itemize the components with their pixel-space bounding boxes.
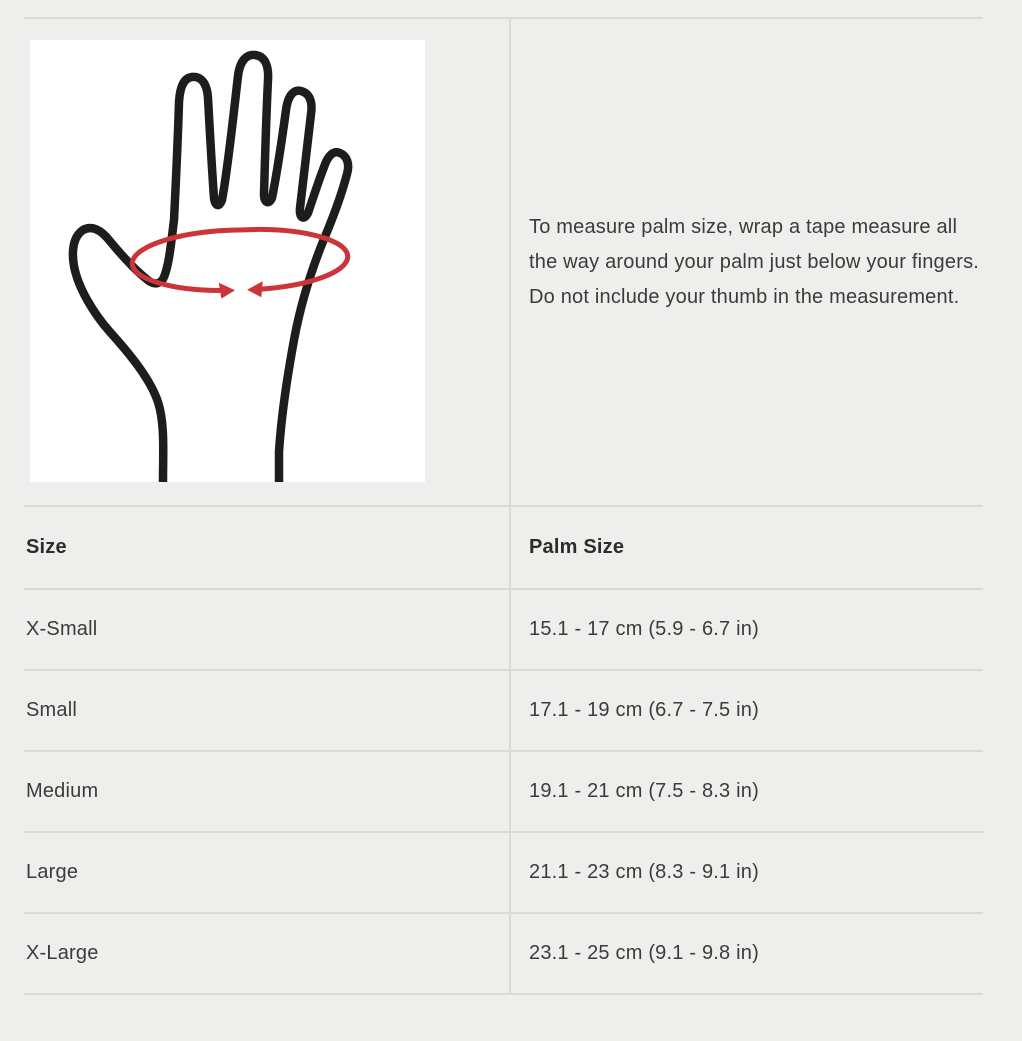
size-value: Large — [26, 861, 79, 883]
table-row-size-cell — [24, 833, 509, 914]
palm-size-header-label: Palm Size — [529, 536, 625, 558]
table-row-palm-cell — [509, 752, 983, 833]
size-value: X-Small — [26, 618, 98, 640]
table-row-palm-cell — [509, 833, 983, 914]
palm-size-column-header — [509, 507, 983, 590]
size-guide-panel — [24, 17, 983, 995]
table-row-size-cell — [24, 752, 509, 833]
palm-size-value: 15.1 - 17 cm (5.9 - 6.7 in) — [529, 618, 759, 640]
size-guide-grid — [24, 17, 983, 995]
palm-size-value: 17.1 - 19 cm (6.7 - 7.5 in) — [529, 699, 759, 721]
table-row-size-cell — [24, 590, 509, 671]
table-row-palm-cell — [509, 914, 983, 995]
hand-measure-illustration — [30, 40, 425, 482]
size-header-label: Size — [26, 536, 67, 558]
table-row-size-cell — [24, 671, 509, 752]
size-value: Medium — [26, 780, 99, 802]
illustration-cell — [24, 19, 509, 507]
size-column-header — [24, 507, 509, 590]
table-row-palm-cell — [509, 590, 983, 671]
table-row-size-cell — [24, 914, 509, 995]
size-value: Small — [26, 699, 78, 721]
instructions-cell — [509, 19, 983, 507]
palm-size-value: 23.1 - 25 cm (9.1 - 9.8 in) — [529, 942, 759, 964]
palm-size-value: 19.1 - 21 cm (7.5 - 8.3 in) — [529, 780, 759, 802]
measure-instructions-text: To measure palm size, wrap a tape measure all the way around your palm just below your fingers. Do not include your thumb in the measurement. — [529, 215, 980, 308]
size-value: X-Large — [26, 942, 99, 964]
table-row-palm-cell — [509, 671, 983, 752]
palm-size-value: 21.1 - 23 cm (8.3 - 9.1 in) — [529, 861, 759, 883]
hand-palm-measure-icon — [30, 40, 425, 482]
